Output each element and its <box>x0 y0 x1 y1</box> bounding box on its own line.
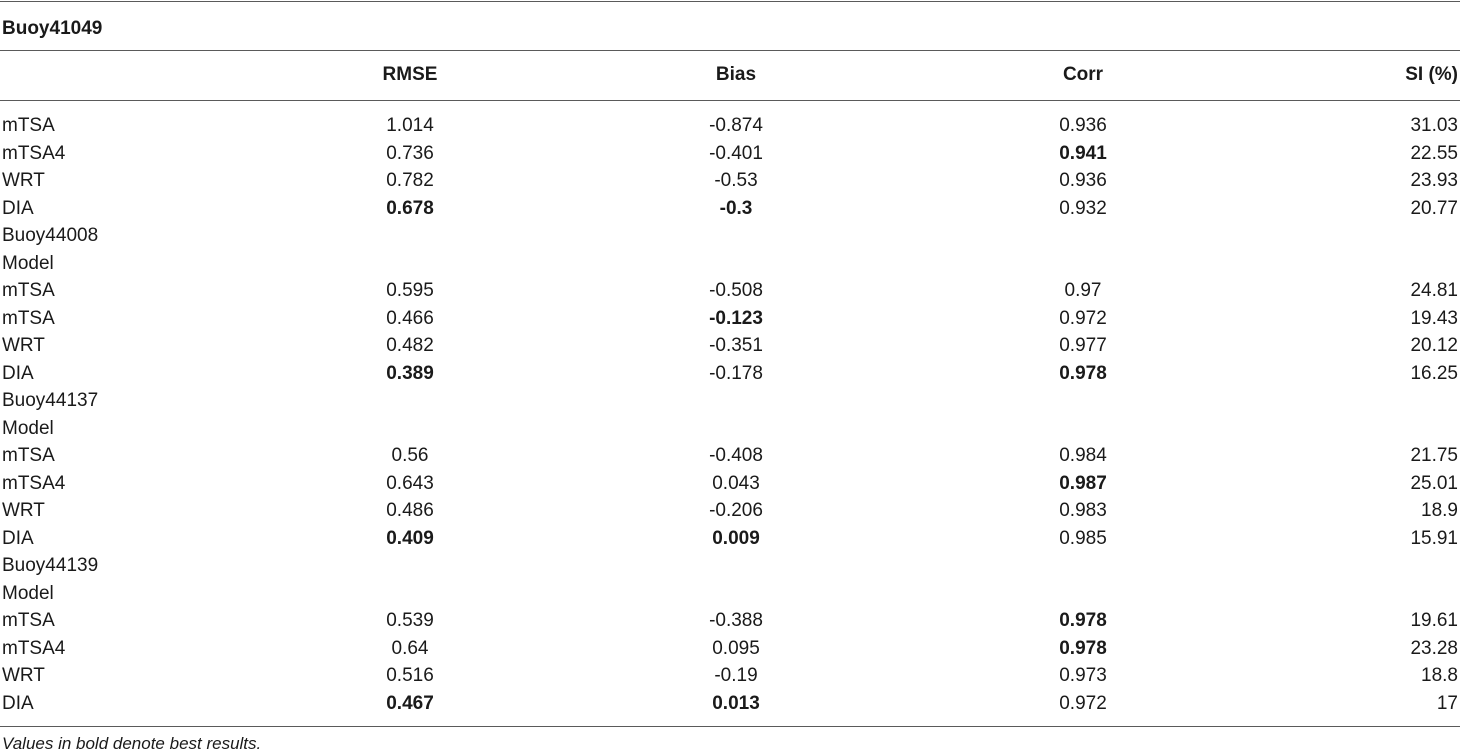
cell-corr: 0.987 <box>1059 472 1107 494</box>
cell-model: Model <box>2 252 54 274</box>
cell-corr: 0.983 <box>1059 500 1107 521</box>
cell-rmse: 0.782 <box>386 170 434 191</box>
cell-si: 23.28 <box>1410 637 1458 659</box>
cell-si: 19.43 <box>1410 307 1458 329</box>
cell-corr: 0.941 <box>1059 142 1107 164</box>
cell-model: WRT <box>2 170 45 191</box>
cell-si: 20.77 <box>1410 197 1458 219</box>
header-corr: Corr <box>1062 64 1104 85</box>
cell-corr: 0.978 <box>1059 610 1107 631</box>
cell-si: 19.61 <box>1410 610 1458 631</box>
cell-si: 25.01 <box>1410 472 1458 494</box>
cell-model: DIA <box>2 362 34 384</box>
cell-model: DIA <box>2 197 34 219</box>
cell-rmse: 0.467 <box>386 692 434 714</box>
table-row <box>0 140 1460 168</box>
header-bias: Bias <box>715 64 757 85</box>
cell-bias: -0.19 <box>714 665 758 686</box>
header-rule <box>0 100 1460 101</box>
cell-model: Model <box>2 582 54 604</box>
table-row <box>0 525 1460 553</box>
cell-model: Buoy44137 <box>2 390 99 411</box>
bottom-rule <box>0 726 1460 727</box>
cell-si: 22.55 <box>1410 142 1458 164</box>
cell-rmse: 0.482 <box>386 335 434 356</box>
cell-model: Buoy44139 <box>2 555 99 576</box>
cell-bias: -0.178 <box>709 362 763 384</box>
table-row <box>0 690 1460 718</box>
cell-si: 17 <box>1436 692 1458 714</box>
header-rmse: RMSE <box>382 64 438 85</box>
cell-corr: 0.936 <box>1059 115 1107 136</box>
cell-model: mTSA4 <box>2 142 66 164</box>
cell-corr: 0.973 <box>1059 665 1107 686</box>
table-row <box>0 497 1460 525</box>
cell-corr: 0.932 <box>1059 197 1107 219</box>
table-row <box>0 662 1460 690</box>
cell-model: Model <box>2 417 54 439</box>
cell-si: 18.8 <box>1421 665 1458 686</box>
cell-corr: 0.978 <box>1059 362 1107 384</box>
table-row <box>0 580 1460 608</box>
cell-model: mTSA4 <box>2 472 66 494</box>
cell-model: Buoy44008 <box>2 225 99 246</box>
cell-bias: 0.095 <box>712 637 760 659</box>
cell-rmse: 0.643 <box>386 472 434 494</box>
cell-rmse: 0.516 <box>386 665 434 686</box>
table-row <box>0 112 1460 140</box>
cell-corr: 0.985 <box>1059 527 1107 549</box>
cell-rmse: 0.64 <box>391 637 429 659</box>
cell-si: 21.75 <box>1410 445 1458 466</box>
top-rule <box>0 1 1460 2</box>
cell-si: 24.81 <box>1410 280 1458 301</box>
cell-corr: 0.972 <box>1059 307 1107 329</box>
cell-model: mTSA4 <box>2 637 66 659</box>
cell-model: mTSA <box>2 307 55 329</box>
table-row <box>0 332 1460 360</box>
cell-bias: -0.388 <box>709 610 763 631</box>
table-title: Buoy41049 <box>2 18 103 39</box>
table-row <box>0 222 1460 250</box>
cell-si: 23.93 <box>1410 170 1458 191</box>
table-row <box>0 387 1460 415</box>
cell-bias: -0.408 <box>709 445 763 466</box>
table-row <box>0 442 1460 470</box>
cell-rmse: 0.466 <box>386 307 434 329</box>
cell-corr: 0.936 <box>1059 170 1107 191</box>
table-row <box>0 167 1460 195</box>
table-row <box>0 607 1460 635</box>
cell-rmse: 0.595 <box>386 280 434 301</box>
cell-rmse: 0.56 <box>391 445 429 466</box>
cell-si: 20.12 <box>1410 335 1458 356</box>
cell-bias: -0.351 <box>709 335 763 356</box>
cell-rmse: 0.389 <box>386 362 434 384</box>
cell-bias: 0.009 <box>712 527 760 549</box>
cell-bias: -0.206 <box>709 500 763 521</box>
cell-model: mTSA <box>2 115 55 136</box>
cell-corr: 0.972 <box>1059 692 1107 714</box>
table-footnote: Values in bold denote best results. <box>2 734 262 753</box>
cell-corr: 0.978 <box>1059 637 1107 659</box>
table-row <box>0 470 1460 498</box>
cell-model: mTSA <box>2 610 55 631</box>
cell-rmse: 0.539 <box>386 610 434 631</box>
cell-bias: -0.874 <box>709 115 763 136</box>
cell-rmse: 0.486 <box>386 500 434 521</box>
cell-bias: 0.043 <box>712 472 760 494</box>
cell-bias: -0.53 <box>714 170 758 191</box>
cell-si: 18.9 <box>1421 500 1458 521</box>
cell-bias: -0.3 <box>719 197 753 219</box>
cell-model: mTSA <box>2 280 55 301</box>
cell-si: 16.25 <box>1410 362 1458 384</box>
table-row <box>0 305 1460 333</box>
cell-model: DIA <box>2 527 34 549</box>
cell-si: 31.03 <box>1410 115 1458 136</box>
table-row <box>0 250 1460 278</box>
cell-corr: 0.97 <box>1064 280 1102 301</box>
cell-rmse: 0.409 <box>386 527 434 549</box>
cell-bias: 0.013 <box>712 692 760 714</box>
table-row <box>0 360 1460 388</box>
cell-model: DIA <box>2 692 34 714</box>
cell-model: WRT <box>2 335 45 356</box>
cell-rmse: 1.014 <box>386 115 434 136</box>
table-row <box>0 415 1460 443</box>
cell-corr: 0.984 <box>1059 445 1107 466</box>
cell-si: 15.91 <box>1410 527 1458 549</box>
cell-bias: -0.508 <box>709 280 763 301</box>
table-row <box>0 195 1460 223</box>
cell-bias: -0.123 <box>709 307 763 329</box>
cell-model: WRT <box>2 500 45 521</box>
title-rule <box>0 50 1460 51</box>
cell-bias: -0.401 <box>709 142 763 164</box>
cell-model: mTSA <box>2 445 55 466</box>
cell-model: WRT <box>2 665 45 686</box>
cell-rmse: 0.736 <box>386 142 434 164</box>
cell-corr: 0.977 <box>1059 335 1107 356</box>
table-row <box>0 552 1460 580</box>
table-row <box>0 635 1460 663</box>
cell-rmse: 0.678 <box>386 197 434 219</box>
table-row <box>0 277 1460 305</box>
header-si: SI (%) <box>1405 64 1458 85</box>
